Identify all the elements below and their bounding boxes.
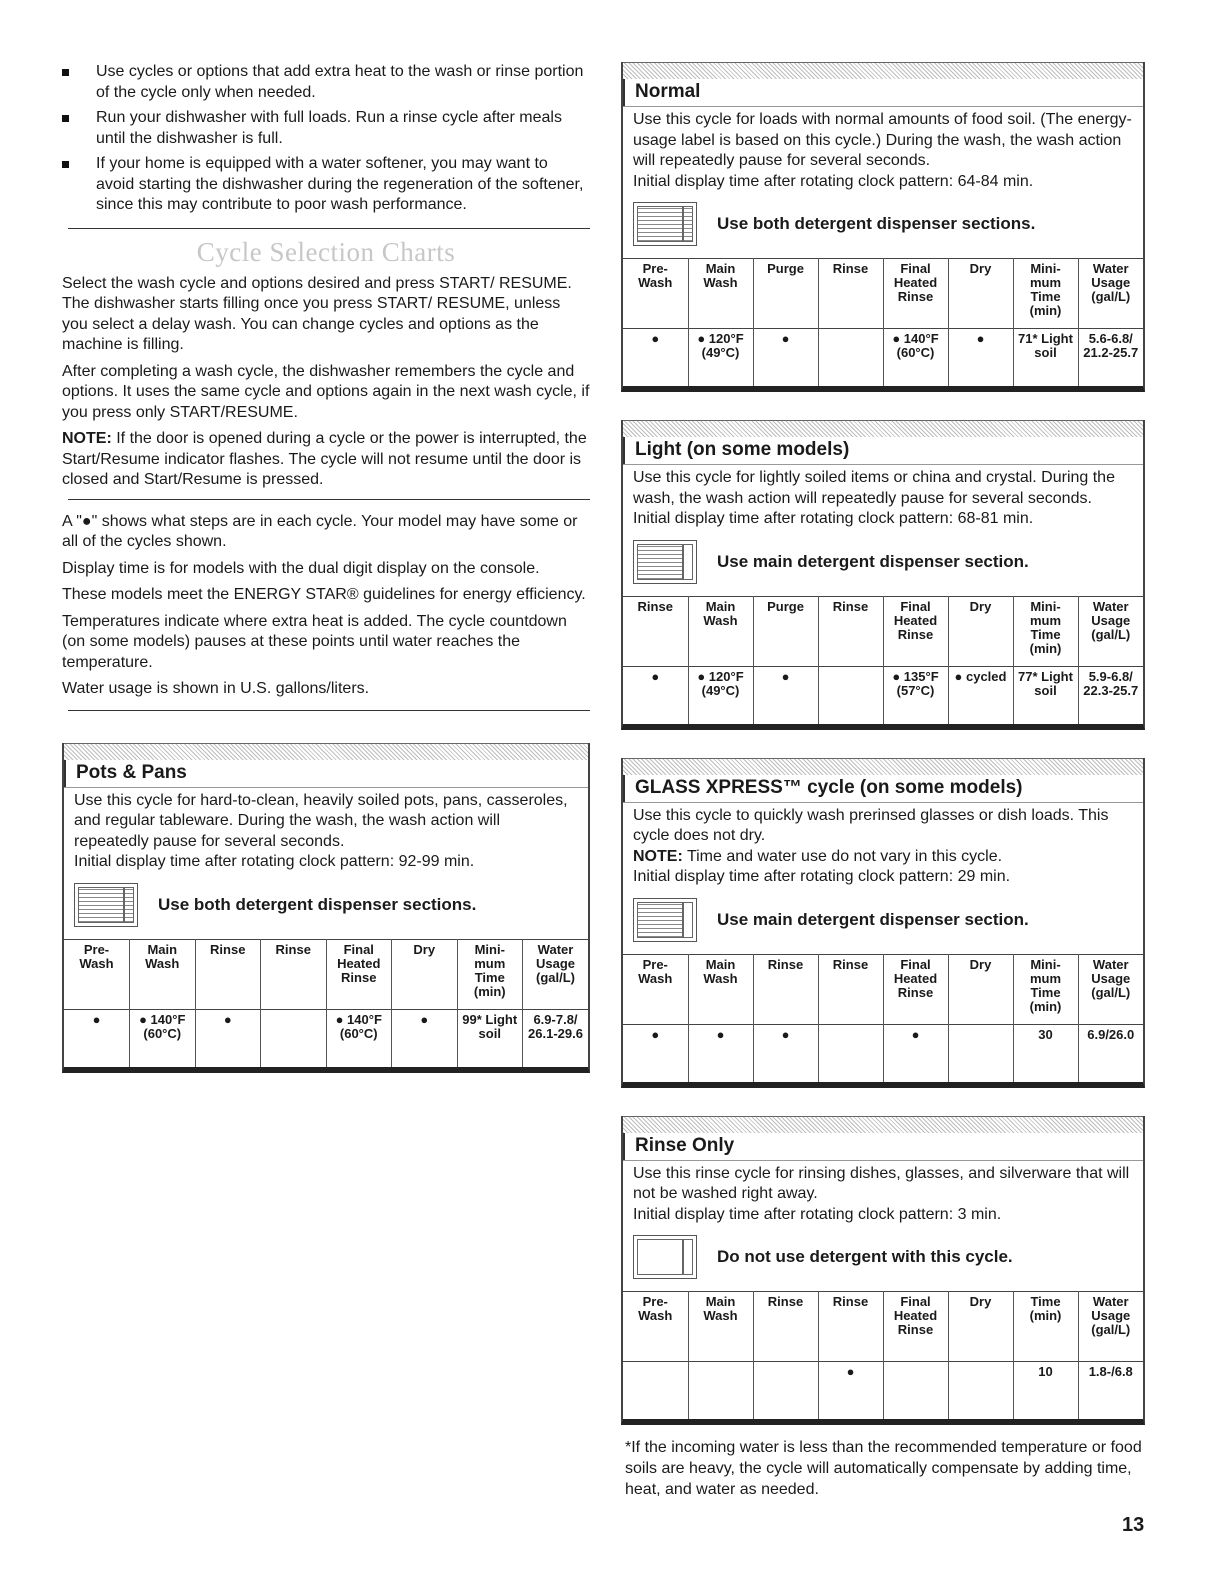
intro-paragraph: After completing a wash cycle, the dishwasher remembers the cycle and options. It uses the same cycle and options again in the next wash cycle, if you press only START/RESUME. bbox=[62, 362, 590, 421]
bullet-square-icon bbox=[62, 115, 69, 122]
section-heading: Cycle Selection Charts bbox=[196, 236, 456, 267]
table-cell: ● 140°F (60°C) bbox=[883, 329, 948, 387]
column-header: Time (min) bbox=[1013, 1292, 1078, 1362]
cycle-title: Normal bbox=[623, 79, 1143, 106]
table-header-row bbox=[623, 259, 1143, 329]
table-cell: ● 120°F (49°C) bbox=[688, 329, 753, 387]
note-label: NOTE: bbox=[62, 430, 112, 447]
table-cell bbox=[818, 666, 883, 724]
table-cell: ● bbox=[753, 329, 818, 387]
column-header: Main Wash bbox=[688, 596, 753, 666]
table-cell: ● bbox=[623, 666, 688, 724]
list-item bbox=[62, 62, 590, 103]
column-header: Rinse bbox=[818, 259, 883, 329]
column-header: Main Wash bbox=[688, 259, 753, 329]
legend-paragraph: Water usage is shown in U.S. gallons/liters. bbox=[62, 680, 370, 697]
table-cell bbox=[948, 1024, 1013, 1082]
cycle-title: Pots & Pans bbox=[64, 760, 588, 787]
column-header: Pre- Wash bbox=[64, 939, 130, 1009]
column-header: Final Heated Rinse bbox=[883, 954, 948, 1024]
cycle-desc-text: Use this rinse cycle for rinsing dishes, glasses, and silverware that will not be washed right away. bbox=[633, 1164, 1130, 1202]
table-cell: 77* Light soil bbox=[1013, 666, 1078, 724]
column-header: Dry bbox=[948, 259, 1013, 329]
detergent-instruction: Use main detergent dispenser section. bbox=[717, 551, 1029, 571]
bullet-text: If your home is equipped with a water softener, you may want to avoid starting the dishwasher during the regeneration of the softener, since this may contribute to poor wash performance. bbox=[96, 155, 584, 213]
column-header: Pre- Wash bbox=[623, 954, 688, 1024]
column-header: Water Usage (gal/L) bbox=[1078, 954, 1143, 1024]
card-pattern-bar bbox=[64, 743, 588, 760]
cycle-steps-table bbox=[623, 1291, 1143, 1419]
divider bbox=[68, 710, 590, 711]
legend-paragraph: A "●" shows what steps are in each cycle. Your model may have some or all of the cycles shown. bbox=[62, 512, 578, 550]
table-cell: ● 140°F (60°C) bbox=[326, 1009, 392, 1067]
column-header: Pre- Wash bbox=[623, 259, 688, 329]
column-header: Rinse bbox=[753, 1292, 818, 1362]
detergent-row bbox=[623, 1225, 1143, 1291]
intro-paragraph: Select the wash cycle and options desired and press START/ RESUME. The dishwasher starts filling once you press START/ RESUME, unless you select a delay wash. You can change cycles and options as the machine is filling. bbox=[62, 274, 572, 353]
note-paragraph bbox=[62, 429, 590, 491]
table-cell: 5.9-6.8/ 22.3-25.7 bbox=[1078, 666, 1143, 724]
table-row bbox=[623, 666, 1143, 724]
cycle-time-text: Initial display time after rotating clock pattern: 92-99 min. bbox=[74, 853, 475, 870]
column-header: Water Usage (gal/L) bbox=[1078, 259, 1143, 329]
column-header: Mini- mum Time (min) bbox=[457, 939, 523, 1009]
column-header: Purge bbox=[753, 596, 818, 666]
note-text: If the door is opened during a cycle or the power is interrupted, the Start/Resume indicator flashes. The cycle will not resume until the door is closed and Start/Resume is pressed. bbox=[62, 430, 587, 488]
table-cell: ● bbox=[753, 1024, 818, 1082]
legend-paragraph: Temperatures indicate where extra heat is added. The cycle countdown (on some models) pauses at these points until water reaches the temperature. bbox=[62, 612, 567, 671]
cycle-note bbox=[633, 847, 1133, 868]
table-header-row bbox=[623, 1292, 1143, 1362]
detergent-both-sections-icon bbox=[74, 883, 138, 927]
column-header: Mini- mum Time (min) bbox=[1013, 596, 1078, 666]
column-header: Rinse bbox=[818, 596, 883, 666]
column-header: Rinse bbox=[818, 954, 883, 1024]
detergent-instruction: Use both detergent dispenser sections. bbox=[717, 214, 1036, 233]
table-cell: 6.9/26.0 bbox=[1078, 1024, 1143, 1082]
cycle-desc-text: Use this cycle for loads with normal amounts of food soil. (The energy-usage label is based on this cycle.) During the wash, the wash action will repeatedly pause for several seconds. bbox=[633, 111, 1132, 169]
table-header-row bbox=[623, 596, 1143, 666]
bullet-square-icon bbox=[62, 161, 69, 168]
detergent-empty-icon bbox=[633, 1235, 697, 1279]
column-header: Water Usage (gal/L) bbox=[1078, 1292, 1143, 1362]
table-cell: 99* Light soil bbox=[457, 1009, 523, 1067]
table-cell: ● cycled bbox=[948, 666, 1013, 724]
detergent-row bbox=[623, 530, 1143, 596]
detergent-both-sections-icon bbox=[633, 202, 697, 246]
cycle-time-text: Initial display time after rotating clock pattern: 29 min. bbox=[633, 868, 1011, 885]
detergent-instruction: Do not use detergent with this cycle. bbox=[717, 1247, 1013, 1266]
table-row bbox=[623, 1362, 1143, 1420]
table-cell: ● bbox=[392, 1009, 458, 1067]
table-cell bbox=[818, 329, 883, 387]
cycle-description bbox=[623, 106, 1143, 192]
table-cell: ● bbox=[818, 1362, 883, 1420]
note-label: NOTE: bbox=[633, 847, 683, 865]
table-row bbox=[623, 1024, 1143, 1082]
bullet-text: Use cycles or options that add extra heat to the wash or rinse portion of the cycle only when needed. bbox=[96, 63, 584, 101]
table-cell bbox=[261, 1009, 327, 1067]
column-header: Dry bbox=[948, 1292, 1013, 1362]
cycle-steps-table bbox=[623, 954, 1143, 1082]
column-header: Final Heated Rinse bbox=[883, 259, 948, 329]
table-header-row bbox=[64, 939, 588, 1009]
cycle-card-light bbox=[621, 420, 1145, 730]
column-header: Water Usage (gal/L) bbox=[523, 939, 589, 1009]
column-header: Main Wash bbox=[688, 954, 753, 1024]
page-number: 13 bbox=[1122, 1514, 1145, 1536]
table-cell bbox=[753, 1362, 818, 1420]
table-cell bbox=[688, 1362, 753, 1420]
cycle-time-text: Initial display time after rotating clock pattern: 64-84 min. bbox=[633, 172, 1034, 190]
table-cell: ● bbox=[688, 1024, 753, 1082]
column-header: Mini- mum Time (min) bbox=[1013, 954, 1078, 1024]
cycle-card-pots-pans bbox=[62, 743, 590, 1073]
cycle-title: GLASS XPRESS™ cycle (on some models) bbox=[623, 775, 1143, 802]
cycle-card-rinse-only bbox=[621, 1116, 1145, 1426]
column-header: Water Usage (gal/L) bbox=[1078, 596, 1143, 666]
divider bbox=[68, 499, 590, 500]
left-column bbox=[62, 62, 590, 1073]
table-cell: 30 bbox=[1013, 1024, 1078, 1082]
column-header: Rinse bbox=[753, 954, 818, 1024]
card-pattern-bar bbox=[623, 62, 1143, 79]
table-cell: ● 135°F (57°C) bbox=[883, 666, 948, 724]
column-header: Rinse bbox=[195, 939, 261, 1009]
table-cell: ● bbox=[883, 1024, 948, 1082]
column-header: Pre- Wash bbox=[623, 1292, 688, 1362]
table-cell bbox=[623, 1362, 688, 1420]
table-cell: 10 bbox=[1013, 1362, 1078, 1420]
column-header: Mini- mum Time (min) bbox=[1013, 259, 1078, 329]
column-header: Final Heated Rinse bbox=[326, 939, 392, 1009]
table-cell bbox=[818, 1024, 883, 1082]
table-cell: ● 140°F (60°C) bbox=[130, 1009, 196, 1067]
cycle-steps-table bbox=[64, 939, 588, 1067]
column-header: Dry bbox=[948, 954, 1013, 1024]
table-cell bbox=[883, 1362, 948, 1420]
cycle-steps-table bbox=[623, 596, 1143, 724]
cycle-description bbox=[623, 1160, 1143, 1226]
footnote: *If the incoming water is less than the recommended temperature or food soils are heavy, the cycle will automatically compensate by adding time, heat, and water as needed. bbox=[625, 1439, 1142, 1498]
table-row bbox=[623, 329, 1143, 387]
cycle-time-text: Initial display time after rotating clock pattern: 68-81 min. bbox=[633, 510, 1034, 527]
cycle-card-normal bbox=[621, 62, 1145, 392]
cycle-description bbox=[623, 464, 1143, 530]
table-cell: 6.9-7.8/ 26.1-29.6 bbox=[523, 1009, 589, 1067]
table-cell: ● bbox=[195, 1009, 261, 1067]
column-header: Main Wash bbox=[688, 1292, 753, 1362]
column-header: Dry bbox=[392, 939, 458, 1009]
table-cell: 1.8-/6.8 bbox=[1078, 1362, 1143, 1420]
detergent-main-section-icon bbox=[633, 540, 697, 584]
table-cell: ● bbox=[623, 1024, 688, 1082]
card-pattern-bar bbox=[623, 420, 1143, 437]
table-cell: 71* Light soil bbox=[1013, 329, 1078, 387]
legend-paragraph: These models meet the ENERGY STAR® guidelines for energy efficiency. bbox=[62, 586, 586, 603]
column-header: Final Heated Rinse bbox=[883, 596, 948, 666]
list-item bbox=[62, 108, 590, 149]
card-pattern-bar bbox=[623, 1116, 1143, 1133]
right-column bbox=[621, 62, 1145, 1500]
cycle-description bbox=[623, 802, 1143, 888]
column-header: Purge bbox=[753, 259, 818, 329]
cycle-title: Rinse Only bbox=[623, 1133, 1143, 1160]
note-text: Time and water use do not vary in this cycle. bbox=[682, 847, 1003, 865]
column-header: Rinse bbox=[818, 1292, 883, 1362]
detergent-instruction: Use both detergent dispenser sections. bbox=[158, 894, 477, 914]
card-pattern-bar bbox=[623, 758, 1143, 775]
efficiency-tips bbox=[62, 62, 590, 216]
table-cell: ● bbox=[623, 329, 688, 387]
detergent-row bbox=[64, 873, 588, 939]
detergent-instruction: Use main detergent dispenser section. bbox=[717, 909, 1029, 929]
cycle-time-text: Initial display time after rotating clock pattern: 3 min. bbox=[633, 1205, 1002, 1223]
table-cell: ● bbox=[753, 666, 818, 724]
legend-paragraph: Display time is for models with the dual digit display on the console. bbox=[62, 559, 540, 577]
cycle-desc-text: Use this cycle to quickly wash prerinsed glasses or dish loads. This cycle does not dry. bbox=[633, 806, 1109, 844]
detergent-main-section-icon bbox=[633, 898, 697, 942]
cycle-description bbox=[64, 787, 588, 873]
column-header: Rinse bbox=[261, 939, 327, 1009]
column-header: Rinse bbox=[623, 596, 688, 666]
cycle-card-glass-xpress bbox=[621, 758, 1145, 1088]
cycle-desc-text: Use this cycle for lightly soiled items or china and crystal. During the wash, the wash action will repeatedly pause for several seconds. bbox=[633, 469, 1115, 507]
table-cell bbox=[948, 1362, 1013, 1420]
detergent-row bbox=[623, 192, 1143, 258]
divider bbox=[68, 228, 590, 229]
cycle-desc-text: Use this cycle for hard-to-clean, heavily soiled pots, pans, casseroles, and regular tableware. During the wash, the wash action will repeatedly pause for several seconds. bbox=[74, 791, 568, 850]
cycle-title: Light (on some models) bbox=[623, 437, 1143, 464]
table-cell: ● bbox=[64, 1009, 130, 1067]
table-header-row bbox=[623, 954, 1143, 1024]
list-item bbox=[62, 154, 590, 216]
column-header: Dry bbox=[948, 596, 1013, 666]
cycle-steps-table bbox=[623, 258, 1143, 386]
table-row bbox=[64, 1009, 588, 1067]
table-cell: ● bbox=[948, 329, 1013, 387]
bullet-square-icon bbox=[62, 69, 69, 76]
detergent-row bbox=[623, 888, 1143, 954]
bullet-text: Run your dishwasher with full loads. Run a rinse cycle after meals until the dishwasher is full. bbox=[96, 109, 562, 147]
table-cell: ● 120°F (49°C) bbox=[688, 666, 753, 724]
column-header: Final Heated Rinse bbox=[883, 1292, 948, 1362]
column-header: Main Wash bbox=[130, 939, 196, 1009]
table-cell: 5.6-6.8/ 21.2-25.7 bbox=[1078, 329, 1143, 387]
